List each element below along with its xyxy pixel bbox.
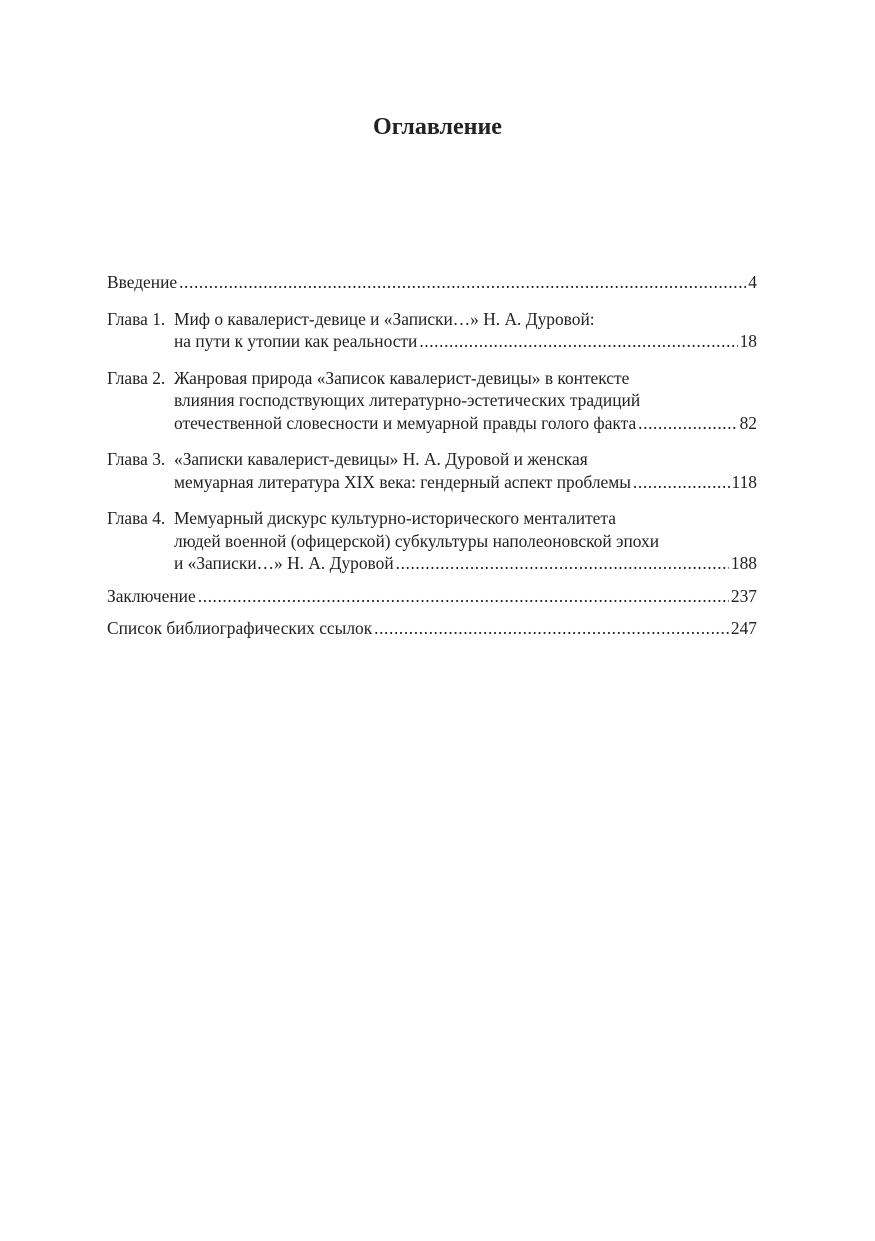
toc-line [107,367,757,390]
toc-entry-title: «Записки кавалерист-девицы» Н. А. Дуровой и женская [174,449,588,469]
toc-entry-title: людей военной (офицерской) субкультуры наполеоновской эпохи [174,530,660,551]
toc-line [107,585,757,608]
dot-leader [633,471,730,494]
toc-line [107,271,757,294]
chapter-prefix: Глава 2. [107,367,166,388]
chapter-prefix: Глава 1. [107,308,166,329]
toc-page-number: 237 [730,585,757,606]
table-of-contents [107,271,757,654]
toc-entry-title: Введение [107,272,178,292]
toc-entry-title: Список библиографических ссылок [107,618,373,638]
toc-page-number: 188 [730,553,757,573]
toc-page-number: 118 [731,471,757,492]
chapter-prefix: Глава 4. [107,508,166,528]
toc-line [107,330,757,353]
dot-leader [198,585,729,608]
toc-entry-title: на пути к утопии как реальности [174,331,418,351]
toc-entry-title: Заключение [107,585,196,606]
toc-entry-conclusion[interactable] [107,585,757,608]
toc-entry-title: мемуарная литература XIX века: гендерный аспект проблемы [174,471,631,492]
toc-page-number: 82 [739,412,757,433]
toc-entry-chapter-4[interactable] [107,507,757,575]
toc-line [107,507,757,530]
toc-page-number: 247 [730,618,757,638]
toc-entry-title: Миф о кавалерист-девице и «Записки…» Н. А. Дуровой: [174,308,595,329]
toc-line [107,552,757,575]
toc-entry-bibliography[interactable] [107,617,757,640]
toc-line [107,389,757,412]
toc-entry-chapter-3[interactable] [107,448,757,493]
dot-leader [638,412,737,435]
toc-line [107,617,757,640]
toc-entry-introduction[interactable] [107,271,757,294]
toc-entry-chapter-2[interactable] [107,367,757,435]
toc-line [107,471,757,494]
dot-leader [396,552,729,575]
toc-page-number: 18 [739,331,757,351]
dot-leader [179,271,746,294]
toc-entry-title: и «Записки…» Н. А. Дуровой [174,553,394,573]
toc-line [107,412,757,435]
chapter-prefix: Глава 3. [107,449,166,469]
toc-entry-chapter-1[interactable] [107,308,757,353]
toc-line [107,308,757,331]
toc-line [107,448,757,471]
dot-leader [419,330,737,353]
toc-entry-title: Мемуарный дискурс культурно-исторического менталитета [174,508,616,528]
toc-page-number: 4 [748,272,757,292]
toc-entry-title: отечественной словесности и мемуарной правды голого факта [174,412,637,433]
page-title: Оглавление [373,114,502,140]
toc-line [107,530,757,553]
dot-leader [374,617,729,640]
toc-entry-title: Жанровая природа «Записок кавалерист-девицы» в контексте [174,367,630,388]
toc-entry-title: влияния господствующих литературно-эстетических традиций [174,390,641,410]
